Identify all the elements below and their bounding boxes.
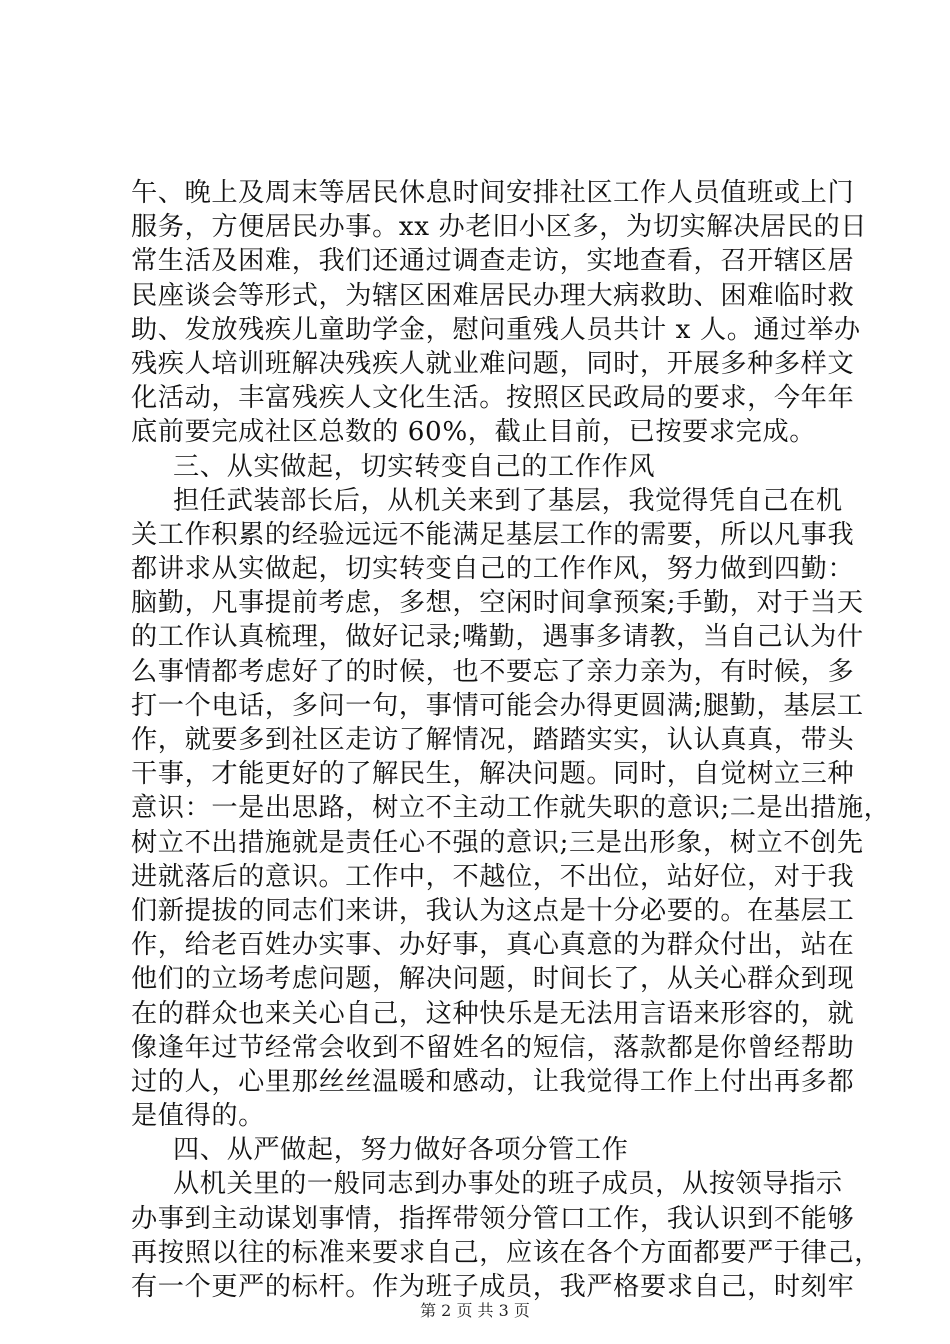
text-line: 有一个更严的标杆。作为班子成员，我严格要求自己，时刻牢 — [131, 1272, 855, 1302]
text-line: 民座谈会等形式，为辖区困难居民办理大病救助、困难临时救 — [131, 280, 855, 311]
text-line: 底前要完成社区总数的 60%，截止目前，已按要求完成。 — [131, 417, 817, 448]
text-line: 残疾人培训班解决残疾人就业难问题，同时，开展多种多样文 — [131, 348, 855, 379]
text-line: 打一个电话，多问一句，事情可能会办得更圆满;腿勤，基层工 — [131, 690, 864, 721]
text-line: 关工作积累的经验远远不能满足基层工作的需要，所以凡事我 — [131, 519, 855, 550]
text-line: 助、发放残疾儿童助学金，慰问重残人员共计 x 人。通过举办 — [131, 314, 861, 345]
text-line: 进就落后的意识。工作中，不越位，不出位，站好位，对于我 — [131, 861, 855, 892]
text-line: 办事到主动谋划事情，指挥带领分管口工作，我认识到不能够 — [131, 1203, 855, 1234]
text-line: 服务，方便居民办事。xx 办老旧小区多，为切实解决居民的日 — [131, 212, 868, 243]
text-line: 化活动，丰富残疾人文化生活。按照区民政局的要求，今年年 — [131, 383, 855, 414]
paragraph-first-line: 从机关里的一般同志到办事处的班子成员，从按领导指示 — [173, 1169, 843, 1200]
page-number-label: 第 2 页 共 3 页 — [420, 1301, 530, 1320]
text-line: 意识：一是出思路，树立不主动工作就失职的意识;二是出措施， — [131, 793, 891, 824]
text-line: 过的人，心里那丝丝温暖和感动，让我觉得工作上付出再多都 — [131, 1066, 855, 1097]
paragraph-first-line: 担任武装部长后，从机关来到了基层，我觉得凭自己在机 — [173, 485, 843, 516]
text-line: 么事情都考虑好了的时候，也不要忘了亲力亲为，有时候，多 — [131, 656, 855, 687]
text-line: 干事，才能更好的了解民生，解决问题。同时，自觉树立三种 — [131, 759, 855, 790]
text-line: 树立不出措施就是责任心不强的意识;三是出形象，树立不创先 — [131, 827, 864, 858]
text-line: 他们的立场考虑问题，解决问题，时间长了，从关心群众到现 — [131, 964, 855, 995]
text-line: 的工作认真梳理，做好记录;嘴勤，遇事多请教，当自己认为什 — [131, 622, 864, 653]
page-footer — [0, 1301, 950, 1321]
text-line: 都讲求从实做起，切实转变自己的工作作风，努力做到四勤： — [131, 554, 855, 585]
text-line: 像逢年过节经常会收到不留姓名的短信，落款都是你曾经帮助 — [131, 1032, 855, 1063]
text-line: 们新提拔的同志们来讲，我认为这点是十分必要的。在基层工 — [131, 895, 855, 926]
text-line: 再按照以往的标准来要求自己，应该在各个方面都要严于律己， — [131, 1237, 882, 1268]
text-line: 常生活及困难，我们还通过调查走访，实地查看，召开辖区居 — [131, 246, 855, 277]
document-body — [131, 176, 891, 1304]
text-line: 在的群众也来关心自己，这种快乐是无法用言语来形容的，就 — [131, 998, 855, 1029]
text-line: 脑勤，凡事提前考虑，多想，空闲时间拿预案;手勤，对于当天 — [131, 588, 864, 619]
text-line: 是值得的。 — [131, 1101, 265, 1132]
section-heading: 三、从实做起，切实转变自己的工作作风 — [173, 451, 656, 482]
section-heading: 四、从严做起，努力做好各项分管工作 — [173, 1135, 629, 1166]
text-line: 作，给老百姓办实事、办好事，真心真意的为群众付出，站在 — [131, 930, 855, 961]
text-line: 午、晚上及周末等居民休息时间安排社区工作人员值班或上门 — [131, 178, 855, 208]
text-line: 作，就要多到社区走访了解情况，踏踏实实，认认真真，带头 — [131, 725, 855, 755]
